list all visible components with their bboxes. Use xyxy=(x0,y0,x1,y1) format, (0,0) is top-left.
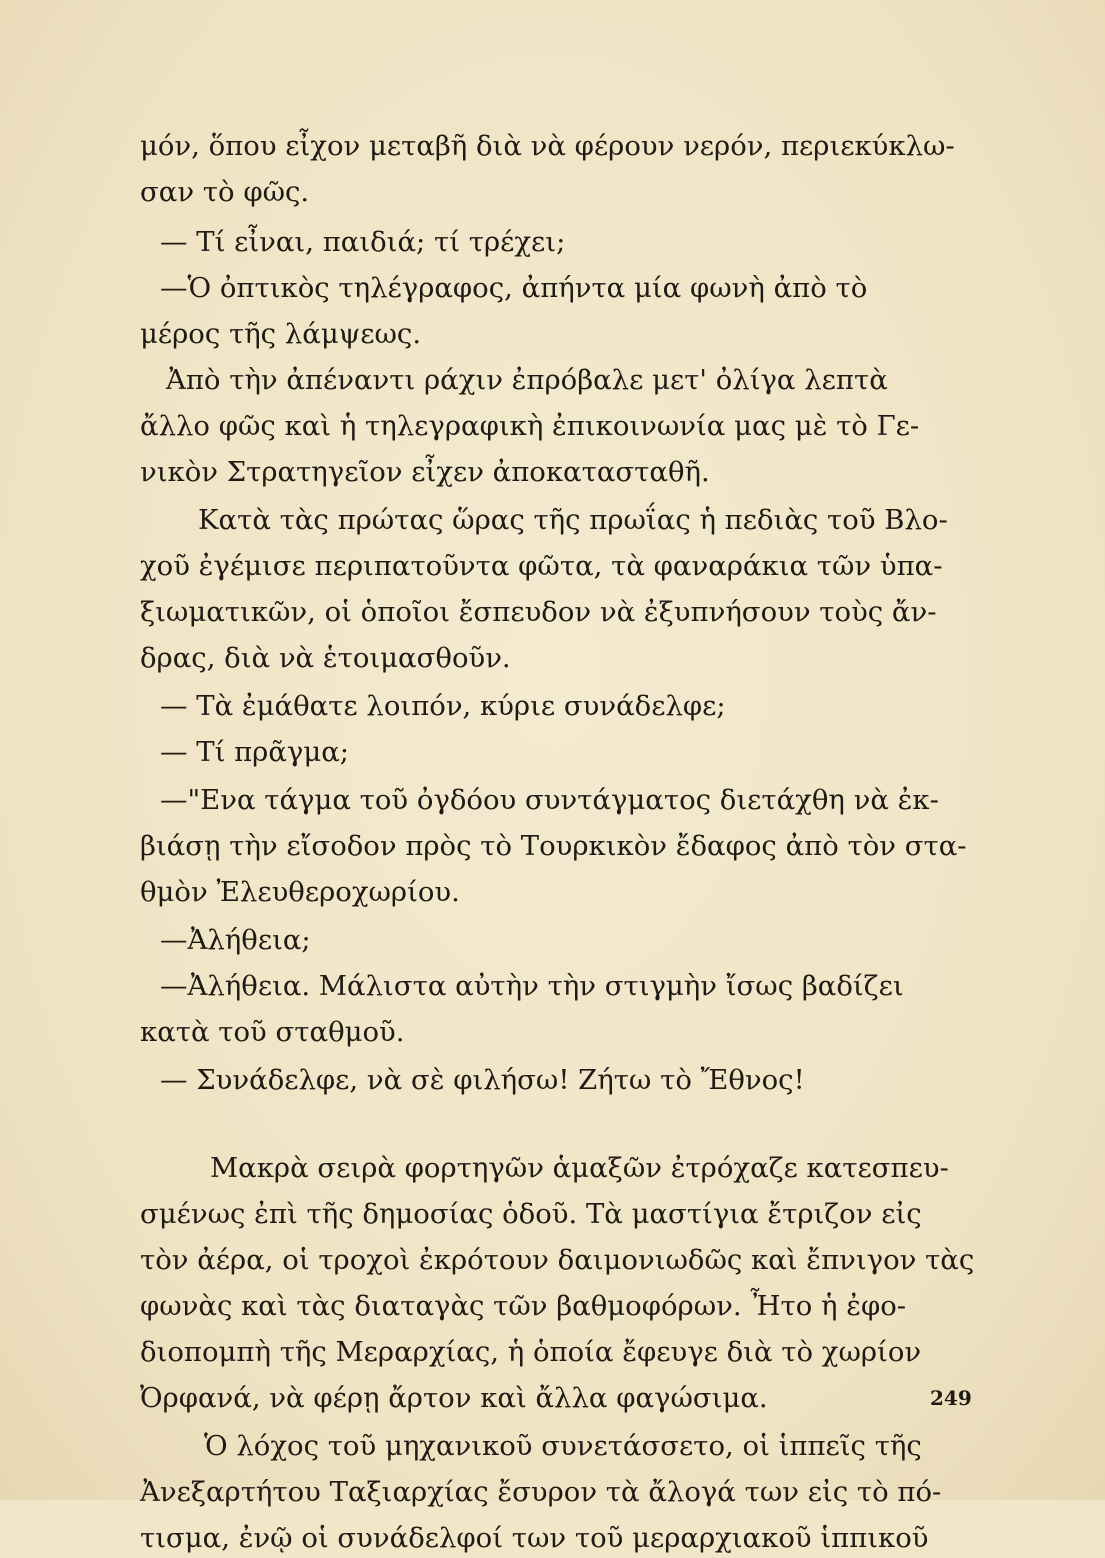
text-line: βιάσῃ τὴν εἴσοδον πρὸς τὸ Τουρκικὸν ἔδαφος ἀπὸ τὸν στα- xyxy=(140,830,967,862)
text-line: κατὰ τοῦ σταθμοῦ. xyxy=(140,1016,405,1048)
text-line: χοῦ ἐγέμισε περιπατοῦντα φῶτα, τὰ φαναράκια τῶν ὑπα- xyxy=(140,550,943,582)
text-line: —Ἀλήθεια. Μάλιστα αὐτὴν τὴν στιγμὴν ἴσως βαδίζει xyxy=(160,970,904,1002)
text-line: μέρος τῆς λάμψεως. xyxy=(140,318,422,350)
text-line: τὸν ἀέρα, οἱ τροχοὶ ἐκρότουν δαιμονιωδῶς καὶ ἔπνιγον τὰς xyxy=(140,1244,975,1276)
text-line: Ἀνεξαρτήτου Ταξιαρχίας ἔσυρον τὰ ἄλογά των εἰς τὸ πό- xyxy=(140,1476,942,1508)
text-line: δρας, διὰ νὰ ἑτοιμασθοῦν. xyxy=(140,642,511,674)
text-line: Ἀπὸ τὴν ἀπέναντι ράχιν ἐπρόβαλε μετ' ὀλίγα λεπτὰ xyxy=(166,364,888,396)
text-line: — Τί πρᾶγμα; xyxy=(160,736,350,768)
text-line: — Συνάδελφε, νὰ σὲ φιλήσω! Ζήτω τὸ Ἔθνος! xyxy=(160,1064,805,1096)
text-line: ἄλλο φῶς καὶ ἡ τηλεγραφικὴ ἐπικοινωνία μας μὲ τὸ Γε- xyxy=(140,410,920,442)
text-line: Ὁ λόχος τοῦ μηχανικοῦ συνετάσσετο, οἱ ἱππεῖς τῆς xyxy=(204,1430,922,1462)
text-line: Κατὰ τὰς πρώτας ὥρας τῆς πρωΐας ἡ πεδιὰς τοῦ Βλο- xyxy=(198,504,948,536)
text-line: τισμα, ἐνῷ οἱ συνάδελφοί των τοῦ μεραρχιακοῦ ἱππικοῦ xyxy=(140,1522,929,1554)
text-line: —"Ενα τάγμα τοῦ ὀγδόου συντάγματος διετάχθη νὰ ἐκ- xyxy=(160,784,939,816)
page-number: 249 xyxy=(930,1386,972,1410)
text-line: —Ὁ ὀπτικὸς τηλέγραφος, ἀπήντα μία φωνὴ ἀπὸ τὸ xyxy=(160,272,868,304)
text-line: διοπομπὴ τῆς Μεραρχίας, ἡ ὁποία ἔφευγε διὰ τὸ χωρίον xyxy=(140,1336,922,1368)
text-line: θμὸν Ἐλευθεροχωρίου. xyxy=(140,876,460,908)
text-line: Μακρὰ σειρὰ φορτηγῶν ἁμαξῶν ἐτρόχαζε κατεσπευ- xyxy=(210,1152,949,1184)
text-line: νικὸν Στρατηγεῖον εἶχεν ἀποκατασταθῆ. xyxy=(140,456,710,488)
text-line: φωνὰς καὶ τὰς διαταγὰς τῶν βαθμοφόρων. Ἦτο ἡ ἐφο- xyxy=(140,1290,907,1322)
text-line: Ὀρφανά, νὰ φέρῃ ἄρτον καὶ ἄλλα φαγώσιμα. xyxy=(140,1382,768,1414)
text-line: — Τὰ ἐμάθατε λοιπόν, κύριε συνάδελφε; xyxy=(160,690,726,722)
text-line: σαν τὸ φῶς. xyxy=(140,176,310,208)
text-line: σμένως ἐπὶ τῆς δημοσίας ὁδοῦ. Τὰ μαστίγια ἔτριζον εἰς xyxy=(140,1198,922,1230)
text-line: —Ἀλήθεια; xyxy=(160,924,311,956)
text-line: μόν, ὅπου εἶχον μεταβῆ διὰ νὰ φέρουν νερόν, περιεκύκλω- xyxy=(140,130,955,162)
text-line: ξιωματικῶν, οἱ ὁποῖοι ἔσπευδον νὰ ἐξυπνήσουν τοὺς ἄν- xyxy=(140,596,937,628)
text-line: — Τί εἶναι, παιδιά; τί τρέχει; xyxy=(160,226,566,258)
